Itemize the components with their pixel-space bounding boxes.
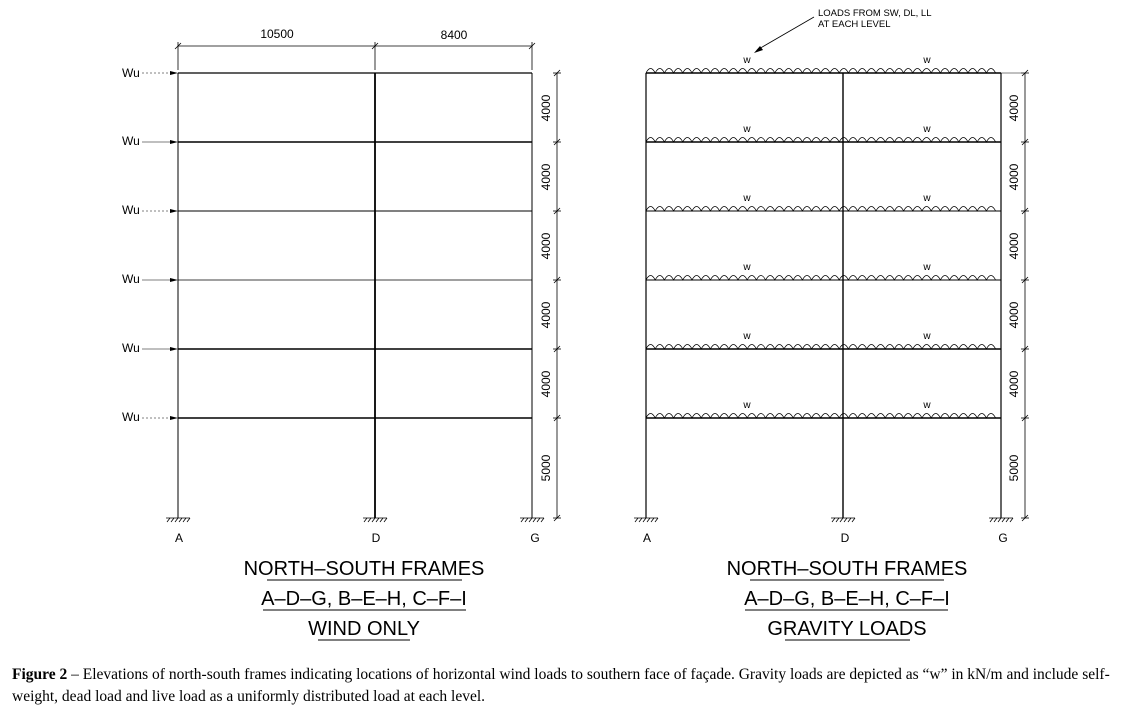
wind-load-arrow [122, 341, 178, 355]
load-label-w: w [923, 124, 931, 135]
svg-text:Wu: Wu [122, 272, 140, 286]
storey-height: 4000 [1007, 94, 1021, 122]
load-label-w: w [743, 193, 751, 204]
load-note-line: LOADS FROM SW, DL, LL [818, 8, 932, 19]
wind-loads [122, 66, 178, 424]
left-supports [166, 518, 544, 522]
storey-height: 4000 [1007, 163, 1021, 191]
storey-height: 4000 [1007, 232, 1021, 260]
top-dimension [175, 42, 535, 70]
load-label-w: w [743, 400, 751, 411]
frame-title-line: WIND ONLY [308, 618, 420, 640]
frame-title-line: A–D–G, B–E–H, C–F–I [261, 588, 467, 610]
left-frame [122, 27, 561, 640]
axis-label-g: G [998, 531, 1008, 545]
figure-caption [12, 664, 1140, 708]
caption-label: Figure 2 [12, 666, 68, 683]
wind-load-arrow [122, 272, 178, 286]
leader-line [757, 17, 814, 50]
wind-load-arrow [122, 66, 178, 80]
right-supports [634, 518, 1013, 522]
fixed-support-a [166, 518, 190, 522]
storey-height: 4000 [539, 94, 553, 122]
frame-title-line: GRAVITY LOADS [767, 618, 927, 640]
distributed-loads [646, 69, 996, 419]
right-height-dimension [1001, 70, 1029, 521]
load-label-w: w [923, 400, 931, 411]
load-label-w: w [923, 193, 931, 204]
storey-height: 5000 [1007, 454, 1021, 482]
storey-height: 4000 [1007, 301, 1021, 329]
frame-title-line: A–D–G, B–E–H, C–F–I [744, 588, 950, 610]
bay-width-1: 10500 [260, 27, 294, 41]
left-columns [178, 73, 532, 518]
load-note-line: AT EACH LEVEL [818, 19, 891, 30]
fixed-support-g [520, 518, 544, 522]
axis-label-a: A [642, 531, 652, 545]
left-height-dimension [553, 70, 561, 521]
fixed-support-d [363, 518, 387, 522]
frame-title-line: NORTH–SOUTH FRAMES [726, 558, 968, 580]
right-beams [646, 73, 1001, 418]
axis-label-d: D [840, 531, 850, 545]
storey-height: 4000 [539, 370, 553, 398]
storey-height: 5000 [539, 454, 553, 482]
svg-text:Wu: Wu [122, 66, 140, 80]
load-label-w: w [923, 331, 931, 342]
load-label-w: w [923, 55, 931, 66]
wind-load-arrow [122, 410, 178, 424]
load-label-w: w [743, 262, 751, 273]
distributed-load-symbol [646, 276, 996, 281]
left-storey-heights [539, 94, 553, 481]
storey-height: 4000 [539, 232, 553, 260]
wind-load-arrow [122, 203, 178, 217]
distributed-load-symbol [646, 207, 996, 212]
right-storey-heights [1007, 94, 1021, 481]
load-labels [742, 55, 931, 411]
svg-text:Wu: Wu [122, 410, 140, 424]
load-label-w: w [923, 262, 931, 273]
fixed-support-a [634, 518, 658, 522]
load-label-w: w [743, 124, 751, 135]
svg-text:Wu: Wu [122, 341, 140, 355]
axis-label-g: G [530, 531, 540, 545]
svg-text:Wu: Wu [122, 134, 140, 148]
caption-text: – Elevations of north-south frames indicating locations of horizontal wind loads to southern face of façade. Gravity loads are depicted as “w” in kN/m and include self-weight, dead load and live load as a uniformly distributed load at each level. [12, 666, 1110, 705]
frame-title-line: NORTH–SOUTH FRAMES [243, 558, 485, 580]
left-beams [178, 73, 532, 418]
wind-load-arrow [122, 134, 178, 148]
right-columns [646, 73, 1001, 518]
storey-height: 4000 [539, 163, 553, 191]
load-label-w: w [743, 331, 751, 342]
storey-height: 4000 [1007, 370, 1021, 398]
bay-width-2: 8400 [440, 28, 468, 42]
storey-height: 4000 [539, 301, 553, 329]
left-frame-title [244, 558, 485, 640]
load-label-w: w [743, 55, 751, 66]
right-frame [634, 8, 1029, 640]
axis-label-a: A [174, 531, 184, 545]
fixed-support-d [831, 518, 855, 522]
svg-text:Wu: Wu [122, 203, 140, 217]
right-frame-title [727, 558, 968, 640]
fixed-support-g [989, 518, 1013, 522]
load-note [754, 8, 932, 53]
axis-label-d: D [371, 531, 381, 545]
